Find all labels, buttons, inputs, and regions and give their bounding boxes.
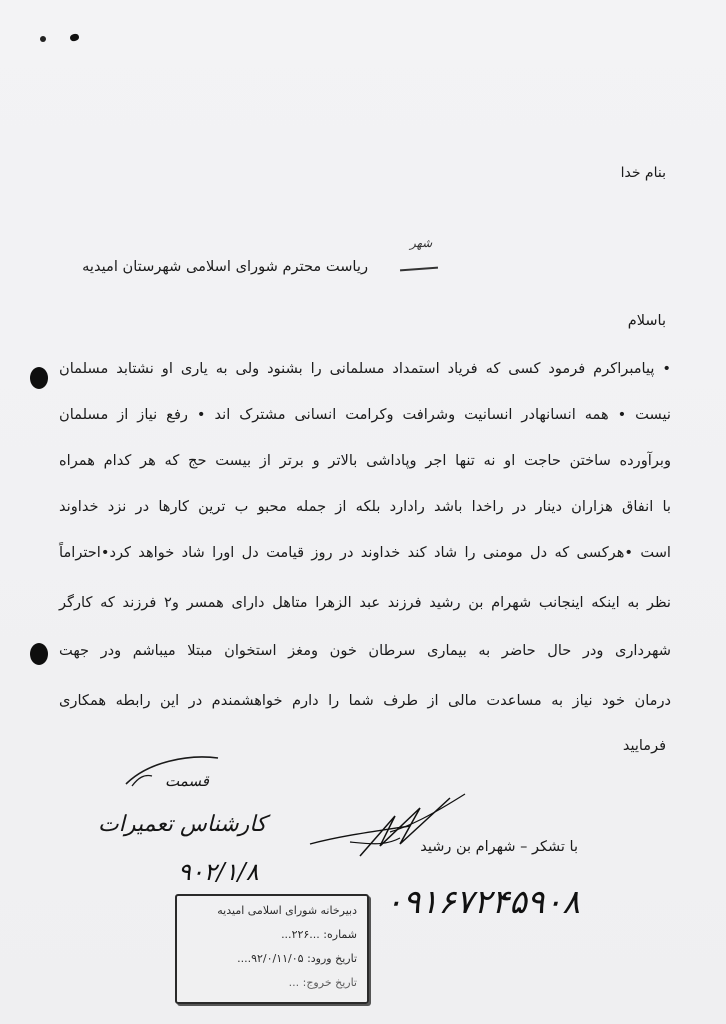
letter-addressee: ریاست محترم شورای اسلامی شهرستان امیدیه xyxy=(82,258,368,275)
handwritten-annotation-top: قسمت xyxy=(165,772,209,790)
body-line: • پیامبراکرم فرمود کسی که فریاد استمداد مسلمانی را بشنود ولی به یاری او نشتابد مسلمان xyxy=(59,360,671,377)
handwriting-stroke xyxy=(118,752,228,792)
punch-hole xyxy=(30,643,48,665)
strikethrough-mark xyxy=(400,267,438,272)
letter-greeting: باسلام xyxy=(627,313,666,329)
stamp-exit-date: تاریخ خروج: ... xyxy=(288,976,357,989)
body-line: نیست • همه انسانهادر انسانیت وشرافت وکرامت انسانی مشترک اند • رفع نیاز از مسلمان xyxy=(59,406,671,423)
body-line: درمان خود نیاز به مساعدت مالی از طرف شما را دارم خواهشمندم در این رابطه همکاری xyxy=(59,692,671,709)
letter-closing: با تشکر – شهرام بن رشید xyxy=(420,839,578,855)
body-line: است •هرکسی که دل مومنی را شاد کند خداوند در روز قیامت دل اورا شاد خواهد کرد•احتراماً xyxy=(59,544,671,561)
body-line: با انفاق هزاران دینار در راخدا باشد رادارد بلکه از جمله محبو ب ترین کارها در نزد خداوند xyxy=(59,498,671,515)
handwritten-phone-number: ۰۹۱۶۷۲۴۵۹۰۸ xyxy=(385,882,580,921)
stamp-number: شماره: ...۲۲۶... xyxy=(281,928,357,941)
secretariat-stamp xyxy=(175,894,369,1004)
body-line: شهرداری ودر حال حاضر به بیماری سرطان خون ومغز استخوان مبتلا میباشم ودر جهت xyxy=(59,642,671,659)
body-line: وبرآورده ساختن حاجت او نه تنها اجر وپاداشی بالاتر و برتر از بیست حج که هر کدام همراه xyxy=(59,452,671,469)
body-line: نظر به اینکه اینجانب شهرام بن رشید فرزند عبد الزهرا متاهل دارای همسر و۲ فرزند که کارگر xyxy=(59,594,671,611)
handwritten-annotation-main: کارشناس تعمیرات xyxy=(98,812,267,837)
letter-opening: بنام خدا xyxy=(620,165,666,181)
ink-speck xyxy=(40,36,46,42)
stamp-office: دبیرخانه شورای اسلامی امیدیه xyxy=(217,904,357,917)
punch-hole xyxy=(30,367,48,389)
stamp-entry-date: تاریخ ورود: ۹۲/۰/۱۱/۰۵.... xyxy=(237,952,357,965)
ink-speck xyxy=(69,33,80,42)
handwritten-correction: شهر xyxy=(410,236,433,250)
body-line-final: فرمایید xyxy=(622,738,666,754)
handwritten-reference-number: ۹۰۲/۱/۸ xyxy=(178,858,259,886)
